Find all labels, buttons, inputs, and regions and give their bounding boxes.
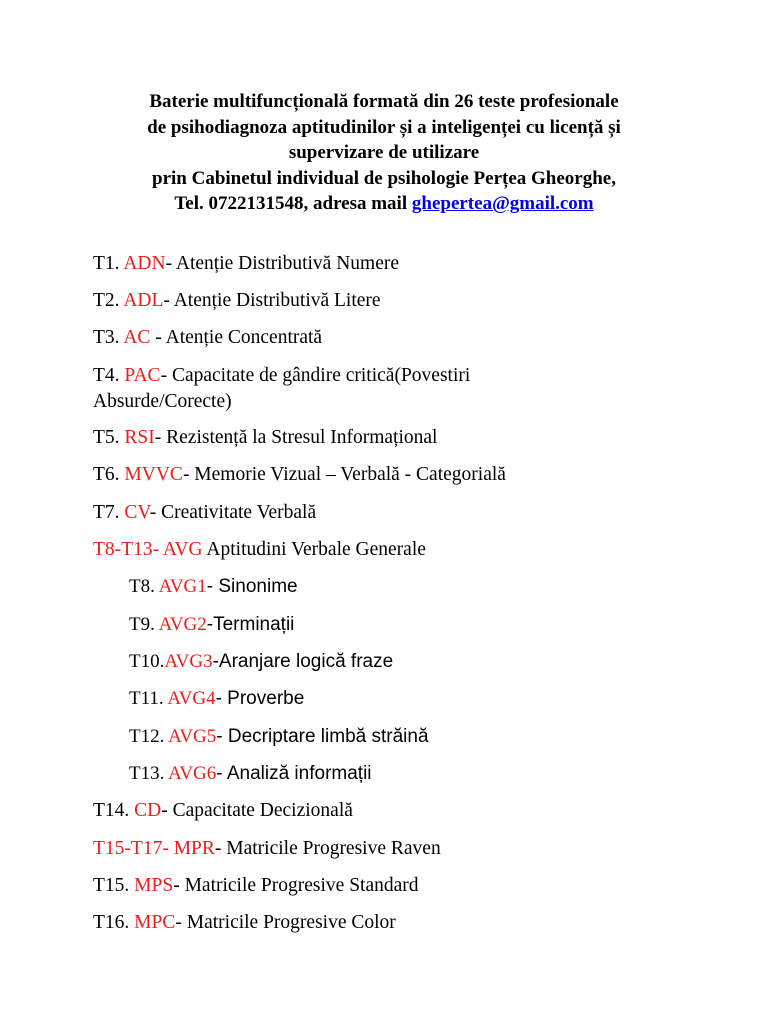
- test-item-t12: [129, 724, 429, 750]
- header-line-3: supervizare de utilizare: [288, 142, 480, 163]
- header-line-1: Baterie multifuncțională formată din 26 teste profesionale: [149, 91, 619, 112]
- test-item-t13: [129, 761, 372, 787]
- test-item-t16: [93, 910, 396, 936]
- test-description: - Matricile Progresive Standard: [173, 875, 419, 896]
- email-link[interactable]: ghepertea@gmail.com: [411, 193, 594, 214]
- test-code: AVG6: [168, 763, 217, 784]
- test-item-t15: [93, 873, 419, 899]
- test-description: -Terminații: [206, 614, 295, 635]
- test-number: T7.: [93, 502, 125, 523]
- test-number: T2.: [93, 290, 124, 311]
- test-range: T15-T17-: [93, 838, 174, 859]
- test-code: PAC: [124, 365, 161, 386]
- header-line-2: de psihodiagnoza aptitudinilor și a inteligenței cu licență și: [147, 116, 621, 138]
- test-item-t9: [129, 612, 294, 638]
- test-item-t8: [129, 574, 298, 600]
- test-group-mpr: [93, 836, 441, 862]
- test-description: -Aranjare logică fraze: [212, 651, 394, 672]
- test-description: - Atenție Concentrată: [150, 327, 323, 348]
- test-description: - Capacitate de gândire critică(Povestiri: [160, 365, 471, 386]
- test-description: Aptitudini Verbale Generale: [202, 539, 426, 560]
- test-number: T4.: [93, 365, 125, 386]
- test-description: - Creativitate Verbală: [149, 502, 317, 523]
- test-description: - Memorie Vizual – Verbală - Categorială: [182, 464, 506, 485]
- test-code: RSI: [124, 427, 155, 448]
- test-item-t11: [129, 686, 304, 712]
- test-number: T10.: [129, 651, 165, 672]
- test-number: T8.: [129, 576, 159, 597]
- test-code: ADL: [123, 290, 164, 311]
- test-description: - Atenție Distributivă Litere: [163, 290, 381, 311]
- test-item-t10: [129, 649, 393, 675]
- test-code: AC: [123, 327, 151, 348]
- test-item-t2: [93, 288, 381, 314]
- test-description: - Decriptare limbă străină: [216, 726, 429, 747]
- test-description: - Atenție Distributivă Numere: [165, 253, 399, 274]
- contact-text: Tel. 0722131548, adresa mail: [174, 193, 412, 214]
- test-item-t6: [93, 462, 506, 488]
- test-description: - Proverbe: [215, 688, 305, 709]
- test-number: T14.: [93, 800, 135, 821]
- test-group-avg: [93, 537, 426, 563]
- test-code: AVG2: [158, 614, 207, 635]
- test-item-t3: [93, 325, 322, 351]
- test-code: AVG4: [167, 688, 216, 709]
- test-code: CV: [124, 502, 150, 523]
- test-code: ADN: [123, 253, 166, 274]
- test-description: - Matricile Progresive Color: [175, 912, 396, 933]
- test-number: T5.: [93, 427, 125, 448]
- test-code: CD: [134, 800, 162, 821]
- test-number: T12.: [129, 726, 169, 747]
- test-number: T13.: [129, 763, 169, 784]
- test-code: MVVC: [124, 464, 183, 485]
- test-item-t1: [93, 251, 399, 277]
- test-item-t5: [93, 425, 437, 451]
- test-code: AVG3: [164, 651, 213, 672]
- test-description: - Capacitate Decizională: [161, 800, 353, 821]
- test-description: - Matricile Progresive Raven: [214, 838, 441, 859]
- test-code: AVG5: [168, 726, 217, 747]
- test-number: T15.: [93, 875, 135, 896]
- test-code: MPR: [173, 838, 215, 859]
- test-description: - Analiză informații: [216, 763, 372, 784]
- test-item-t14: [93, 798, 353, 824]
- test-description: - Sinonime: [206, 576, 298, 597]
- test-range: T8-T13: [93, 539, 153, 560]
- test-code: - AVG: [152, 539, 203, 560]
- test-number: T9.: [129, 614, 159, 635]
- test-number: T1.: [93, 253, 124, 274]
- test-number: T16.: [93, 912, 135, 933]
- test-code: MPC: [134, 912, 176, 933]
- test-item-t4: [93, 363, 470, 415]
- test-code: AVG1: [158, 576, 207, 597]
- test-description: - Rezistență la Stresul Informațional: [154, 427, 438, 448]
- test-number: T3.: [93, 327, 124, 348]
- test-number: T11.: [129, 688, 168, 709]
- test-item-t7: [93, 500, 316, 526]
- test-number: T6.: [93, 464, 125, 485]
- test-description-continued: Absurde/Corecte): [93, 391, 232, 412]
- header-line-4: prin Cabinetul individual de psihologie Perțea Gheorghe,: [152, 167, 616, 189]
- header-line-5: [60, 191, 708, 217]
- test-code: MPS: [134, 875, 174, 896]
- document-header: [60, 89, 708, 217]
